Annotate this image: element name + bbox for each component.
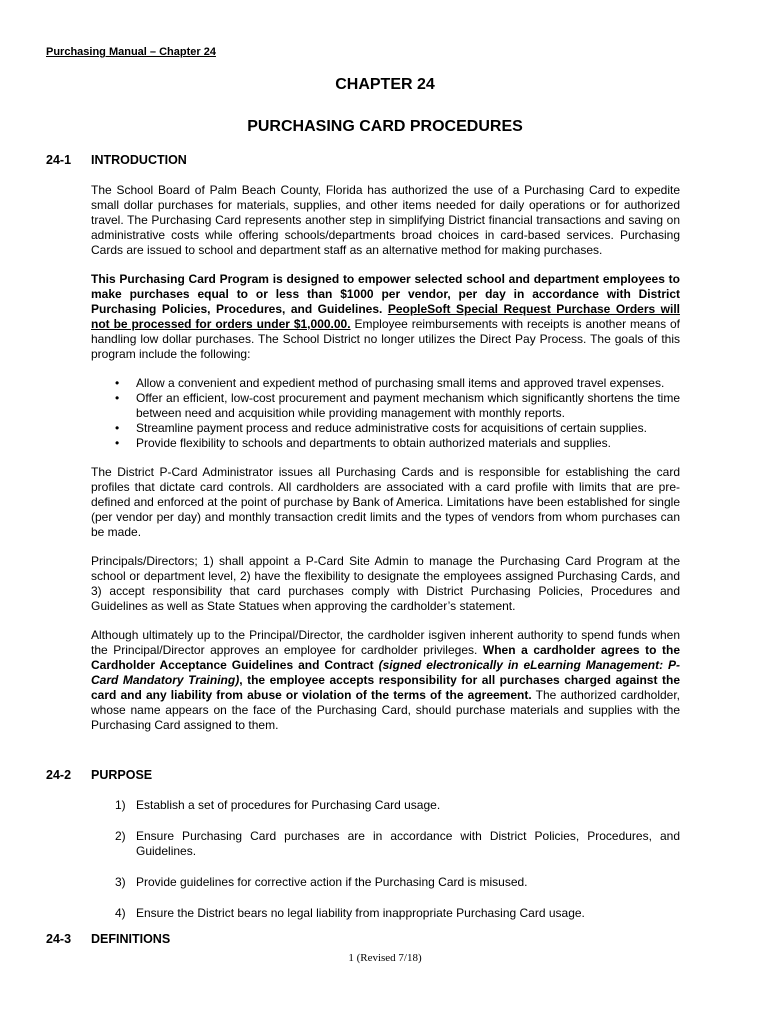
training-note: (signed electronically in eLearning Management: P-Card Mandatory Training) [91,658,680,687]
goals-list [91,376,680,451]
section-number: 24-2 [46,768,72,782]
list-item [115,829,680,859]
purchase-order-notice: PeopleSoft Special Request Purchase Orders will not be processed for orders under $1,000.00. [91,302,680,331]
acceptance-text: When a cardholder agrees to the Cardholder Acceptance Guidelines and Contract [91,643,680,672]
section-title: INTRODUCTION [91,153,187,167]
program-statement: This Purchasing Card Program is designed to empower selected school and department employees to make purchases equal to or less than $1000 per vendor, per day in accordance with District Purchasing Policies, Procedures, and Guidelines. [91,272,680,316]
section-number: 24-3 [46,932,72,946]
list-item: • Allow a convenient and expedient method of purchasing small items and approved travel expenses. [115,376,680,391]
intro-body [91,183,680,747]
chapter-subtitle: PURCHASING CARD PROCEDURES [247,118,523,135]
running-head: Purchasing Manual – Chapter 24 [46,46,216,58]
item-number: 4) [115,906,126,920]
responsibility-text: , the employee accepts responsibility for all purchases charged against the card and any liability from abuse or violation of the terms of the agreement. [91,673,681,702]
list-item: • Offer an efficient, low-cost procurement and payment mechanism which significantly shortens the time between need and acquisition while providing management with monthly reports. [115,391,680,421]
intro-paragraph-1: The School Board of Palm Beach County, Florida has authorized the use of a Purchasing Card to expedite small dollar purchases for materials, supplies, and other items needed for daily operations or for authorized travel. The Purchasing Card represents another step in simplifying District financial transactions and saving on administrative costs while offering schools/departments broad choices in card-based services. Purchasing Cards are issued to school and department staff as an alternative method for making purchases. [91,183,680,257]
item-number: 1) [115,798,126,812]
intro-paragraph-5 [91,628,680,733]
section-heading-definitions [46,932,170,946]
item-text: Establish a set of procedures for Purchasing Card usage. [136,798,441,812]
section-title: PURPOSE [91,768,153,782]
item-number: 3) [115,875,126,889]
section-title: DEFINITIONS [91,932,171,946]
list-item: • Streamline payment process and reduce administrative costs for acquisitions of certain supplies. [115,421,680,436]
section-number: 24-1 [46,153,72,167]
authorized-cardholder-text: The authorized cardholder, whose name appears on the face of the Purchasing Card, should purchase materials and supplies with the Purchasing Card assigned to them. [91,688,680,732]
item-text: Ensure the District bears no legal liability from inappropriate Purchasing Card usage. [136,906,585,920]
intro-paragraph-3: The District P-Card Administrator issues all Purchasing Cards and is responsible for establishing the card profiles that dictate card controls. All cardholders are associated with a card profile with limits that are pre-defined and enforced at the point of purchase by Bank of America. Limitations have been established for single (per vendor per day) and monthly transaction credit limits and the types of vendors from whom purchases can be made. [91,465,680,539]
intro-paragraph-2 [91,272,680,362]
item-number: 2) [115,829,126,843]
section-heading-purpose [46,768,152,782]
reimbursement-text: Employee reimbursements with receipts is another means of handling low dollar purchases. The School District no longer utilizes the Direct Pay Process. The goals of this program include the following: [91,317,680,361]
purpose-list [91,798,680,921]
purpose-body [91,798,680,937]
item-text: Ensure Purchasing Card purchases are in accordance with District Policies, Procedures, and Guidelines. [136,829,680,858]
item-text: Provide guidelines for corrective action if the Purchasing Card is misused. [136,875,528,889]
list-item [115,798,680,813]
authority-text: Although ultimately up to the Principal/Director, the cardholder isgiven inherent authority to spend funds when the Principal/Director approves an employee for cardholder privileges. [91,628,680,657]
page-footer: 1 (Revised 7/18) [348,952,422,964]
intro-paragraph-4: Principals/Directors; 1) shall appoint a P-Card Site Admin to manage the Purchasing Card Program at the school or department level, 2) have the flexibility to designate the employees assigned Purchasing Cards, and 3) accept responsibility that card purchases comply with District Purchasing Policies, Procedures and Guidelines as well as State Statues when approving the cardholder’s statement. [91,554,680,613]
list-item [115,906,680,921]
section-heading-intro [46,153,187,167]
list-item [115,875,680,890]
chapter-title: CHAPTER 24 [335,76,435,93]
list-item: • Provide flexibility to schools and departments to obtain authorized materials and supplies. [115,436,680,451]
